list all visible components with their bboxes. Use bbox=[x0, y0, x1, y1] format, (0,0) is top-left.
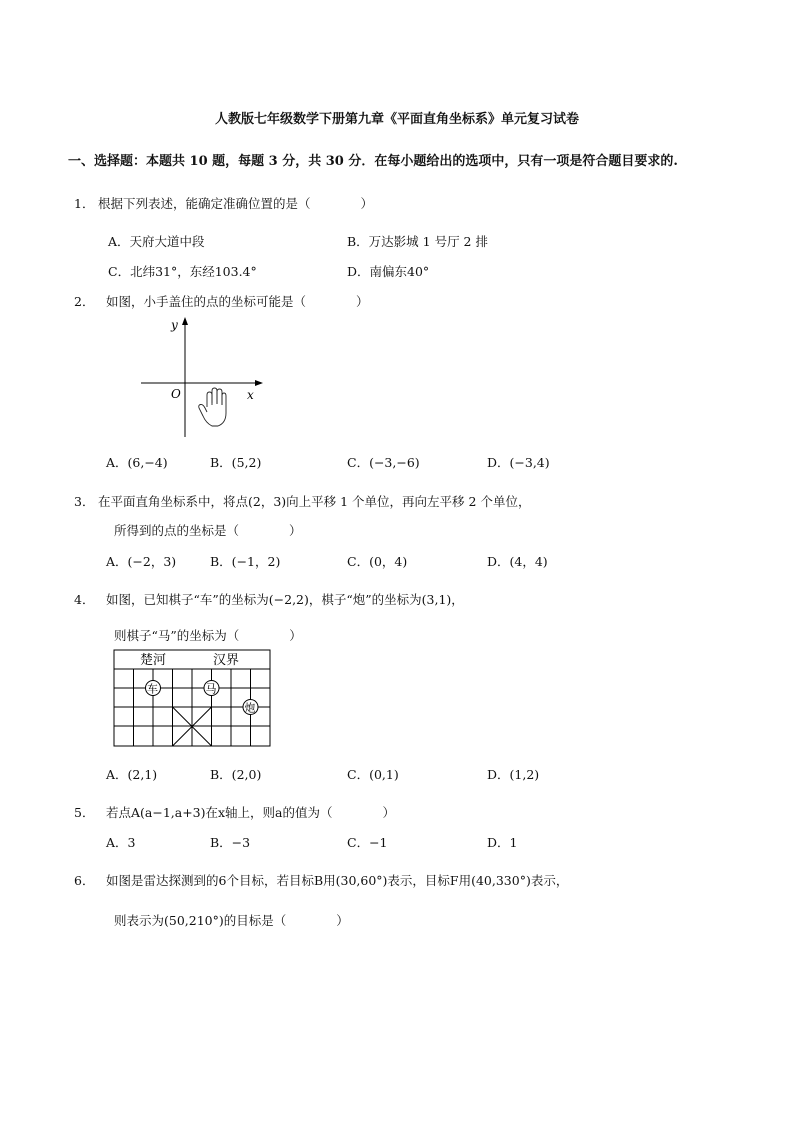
q6-stem-line2: 则表示为(50,210°)的目标是（ ） bbox=[114, 913, 349, 928]
q5-option-c: C．−1 bbox=[347, 835, 388, 850]
q3-stem-line2: 所得到的点的坐标是（ ） bbox=[114, 523, 302, 538]
q4-option-d: D．(1,2) bbox=[487, 767, 540, 782]
q2-y-arrow bbox=[182, 317, 188, 325]
section-heading: 一、选择题：本题共 10 题，每题 3 分，共 30 分．在每小题给出的选项中，只有一项是符合题目要求的. bbox=[68, 154, 678, 169]
q2-stem: 如图，小手盖住的点的坐标可能是（ ） bbox=[106, 294, 369, 309]
q3-option-b: B．(−1，2) bbox=[210, 554, 281, 569]
q1-option-a: A．天府大道中段 bbox=[108, 234, 205, 249]
q3-option-a: A．(−2，3) bbox=[106, 554, 177, 569]
q3-option-c: C．(0，4) bbox=[347, 554, 408, 569]
q1-stem: 根据下列表述，能确定准确位置的是（ ） bbox=[98, 196, 374, 211]
q3-number: 3． bbox=[74, 494, 95, 509]
q2-option-b: B．(5,2) bbox=[210, 455, 262, 470]
q4-stem-line2: 则棋子“马”的坐标为（ ） bbox=[114, 628, 302, 643]
q2-option-a: A．(6,−4) bbox=[106, 455, 168, 470]
q5-option-b: B．−3 bbox=[210, 835, 251, 850]
q4-option-c: C．(0,1) bbox=[347, 767, 399, 782]
q5-number: 5． bbox=[74, 805, 95, 820]
q1-option-d: D．南偏东40° bbox=[347, 264, 430, 279]
q2-option-d: D．(−3,4) bbox=[487, 455, 550, 470]
q4-piece-che: 车 bbox=[147, 682, 158, 696]
q3-stem: 在平面直角坐标系中，将点(2，3)向上平移 1 个单位，再向左平移 2 个单位， bbox=[98, 494, 531, 509]
q3-option-d: D．(4，4) bbox=[487, 554, 548, 569]
q1-option-c: C．北纬31°，东经103.4° bbox=[108, 264, 257, 279]
q4-river-left-label: 楚河 bbox=[140, 653, 167, 668]
q1-number: 1． bbox=[74, 196, 95, 211]
q2-x-label: x bbox=[247, 388, 254, 402]
q4-piece-pao: 炮 bbox=[244, 701, 256, 715]
q2-y-label: y bbox=[171, 318, 178, 332]
q4-option-b: B．(2,0) bbox=[210, 767, 262, 782]
q4-stem: 如图，已知棋子“车”的坐标为(−2,2)，棋子“炮”的坐标为(3,1)， bbox=[106, 592, 464, 607]
q2-number: 2． bbox=[74, 294, 95, 309]
q5-stem: 若点A(a−1,a+3)在x轴上，则a的值为（ ） bbox=[106, 805, 396, 820]
q4-chess-board bbox=[113, 649, 273, 749]
q6-stem: 如图是雷达探测到的6个目标，若目标B用(30,60°)表示，目标F用(40,330°)表示， bbox=[106, 873, 569, 888]
q4-piece-ma: 马 bbox=[205, 682, 217, 696]
q5-option-d: D．1 bbox=[487, 835, 518, 850]
q2-coordinate-figure bbox=[135, 315, 270, 440]
q2-origin-label: O bbox=[171, 387, 181, 401]
q2-option-c: C．(−3,−6) bbox=[347, 455, 420, 470]
q4-option-a: A．(2,1) bbox=[106, 767, 158, 782]
q5-option-a: A．3 bbox=[106, 835, 136, 850]
q2-x-arrow bbox=[255, 380, 263, 386]
hand-icon bbox=[199, 388, 226, 426]
q4-number: 4． bbox=[74, 592, 95, 607]
q1-option-b: B．万达影城 1 号厅 2 排 bbox=[347, 234, 488, 249]
q4-river-right-label: 汉界 bbox=[213, 653, 240, 668]
q6-number: 6． bbox=[74, 873, 95, 888]
page-title: 人教版七年级数学下册第九章《平面直角坐标系》单元复习试卷 bbox=[214, 112, 579, 127]
